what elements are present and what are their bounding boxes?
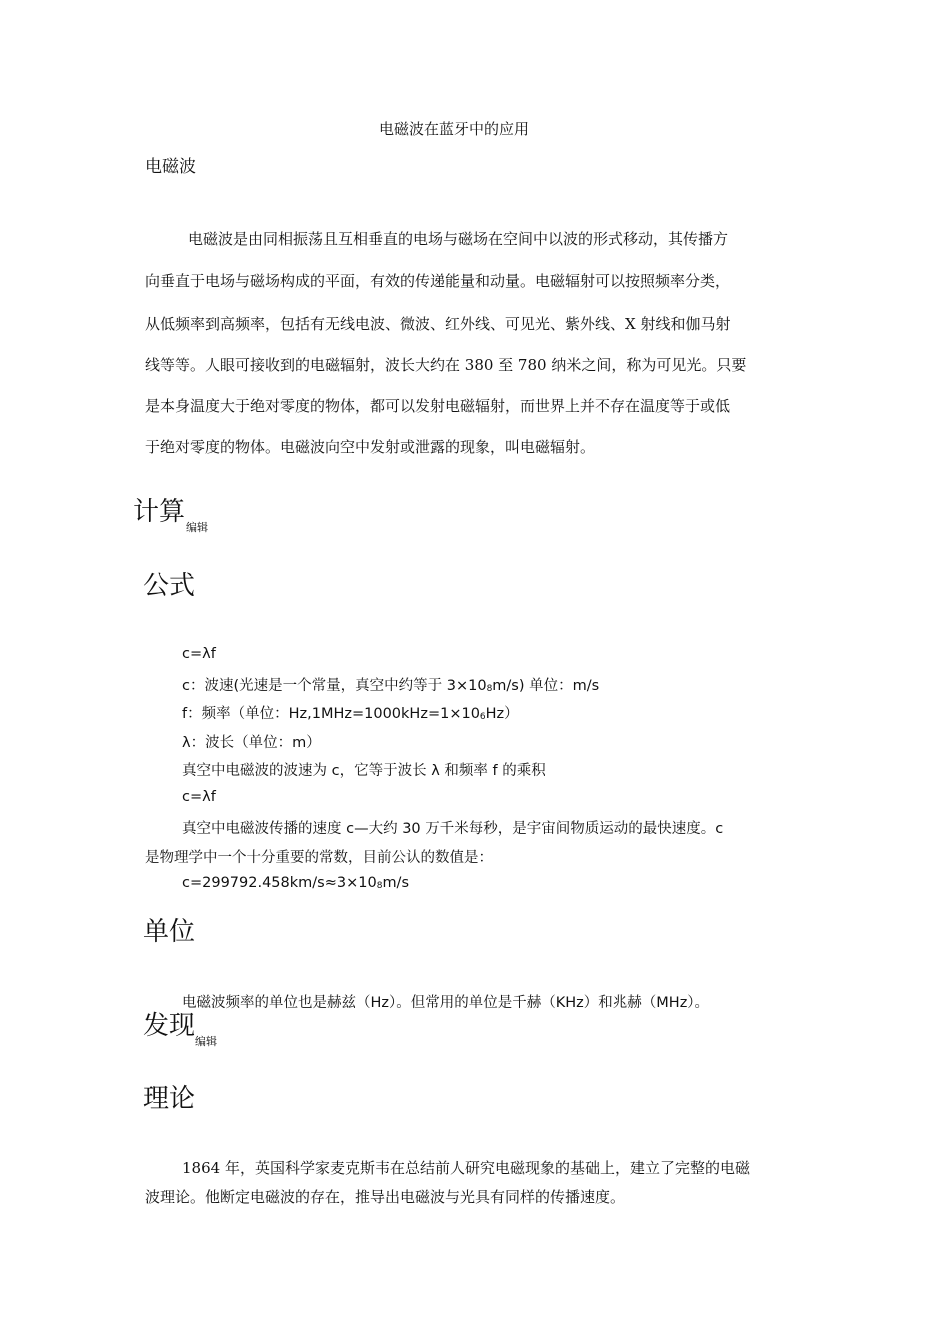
lambda-definition: λ：波长（单位：m） xyxy=(182,735,321,751)
c-definition: c：波速(光速是一个常量，真空中约等于 $3\times 10_8m/s$) 单位：m/s xyxy=(182,678,600,694)
paragraph-line: 是本身温度大于绝对零度的物体，都可以发射电磁辐射，而世界上并不存在温度等于或低 xyxy=(145,397,731,415)
section-heading-theory: 理论 xyxy=(143,1084,196,1114)
paragraph-line: 电磁波是由同相振荡且互相垂直的电场与磁场在空间中以波的形式移动，其传播方 xyxy=(188,230,729,248)
paragraph-line: 线等等。人眼可接收到的电磁辐射，波长大约在 380 至 780 纳米之间，称为可见光。只要 xyxy=(145,356,747,374)
formula-line: c=λf xyxy=(182,646,216,662)
section-heading-discovery: 发现 xyxy=(143,1011,196,1041)
section-heading-em-wave: 电磁波 xyxy=(145,157,196,177)
document-title: 电磁波在蓝牙中的应用 xyxy=(378,120,529,138)
section-heading-unit: 单位 xyxy=(143,917,196,947)
section-heading-calc: 计算 xyxy=(133,497,186,527)
edit-link[interactable]: 编辑 xyxy=(186,521,208,534)
vacuum-speed-line: 真空中电磁波的波速为 c，它等于波长 λ 和频率 f 的乘积 xyxy=(182,763,546,779)
theory-line: 波理论。他断定电磁波的存在，推导出电磁波与光具有同样的传播速度。 xyxy=(145,1188,626,1206)
section-heading-formula: 公式 xyxy=(143,571,196,601)
unit-text: 电磁波频率的单位也是赫兹（Hz）。但常用的单位是千赫（KHz）和兆赫（MHz）。 xyxy=(182,995,710,1011)
speed-line: 真空中电磁波传播的速度 c—大约 30 万千米每秒，是宇宙间物质运动的最快速度。c xyxy=(182,821,724,837)
theory-line: 1864 年，英国科学家麦克斯韦在总结前人研究电磁现象的基础上，建立了完整的电磁 xyxy=(182,1159,750,1177)
formula-line: c=λf xyxy=(182,789,216,805)
f-definition: f：频率（单位：$Hz,1MHz=1000kHz=1\times 10_6Hz$） xyxy=(182,706,519,722)
paragraph-line: 向垂直于电场与磁场构成的平面，有效的传递能量和动量。电磁辐射可以按照频率分类， xyxy=(145,272,731,290)
paragraph-line: 于绝对零度的物体。电磁波向空中发射或泄露的现象，叫电磁辐射。 xyxy=(145,438,596,456)
paragraph-line: 从低频率到高频率，包括有无线电波、微波、红外线、可见光、紫外线、X 射线和伽马射 xyxy=(145,315,731,333)
c-value: $c=299792.458km/s\approx 3\times 10_8m/s$ xyxy=(182,875,410,891)
speed-line: 是物理学中一个十分重要的常数，目前公认的数值是： xyxy=(145,850,493,866)
edit-link[interactable]: 编辑 xyxy=(195,1035,217,1048)
